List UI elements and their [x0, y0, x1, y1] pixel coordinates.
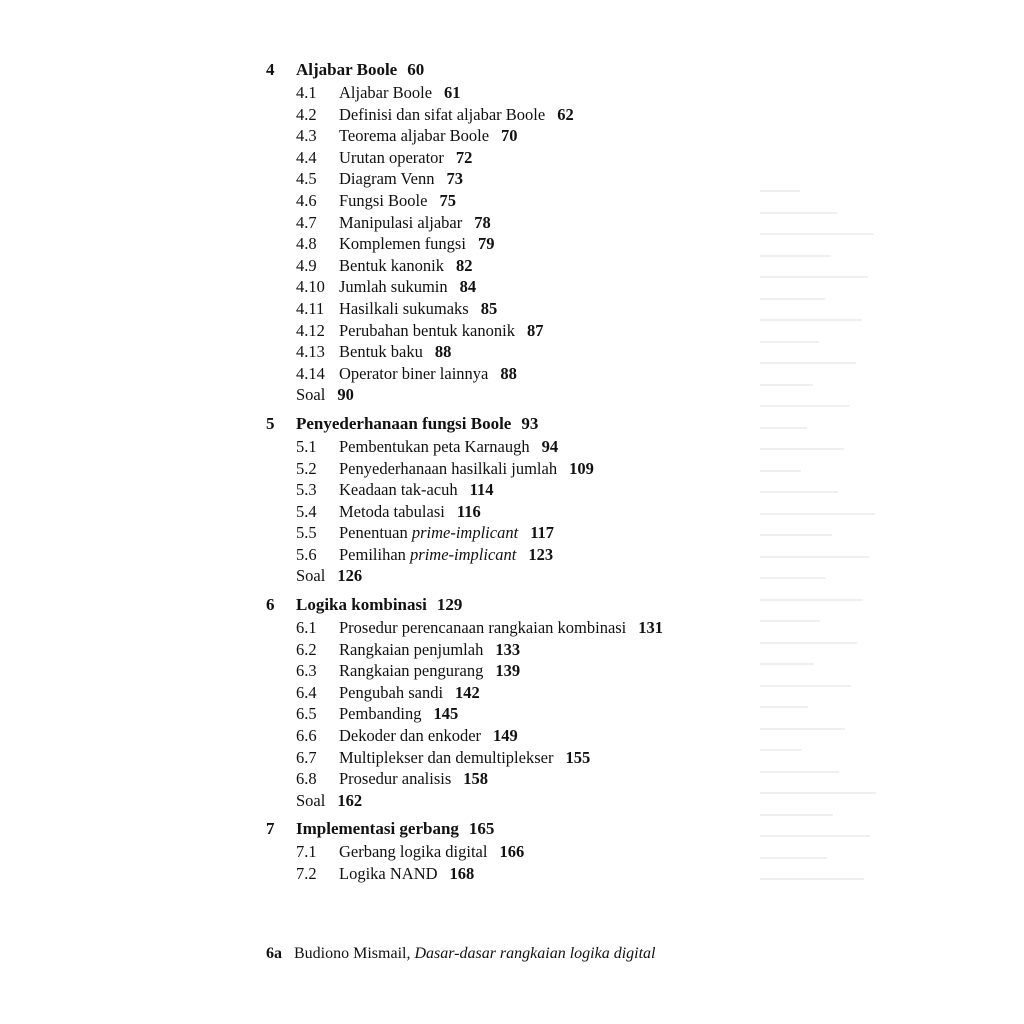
section-entry: [0, 863, 1024, 885]
footer-book-title: Dasar-dasar rangkaian logika digital: [414, 945, 656, 962]
chapter-heading: [0, 412, 1024, 436]
section-title: [339, 703, 458, 725]
soal-entry: [0, 790, 1024, 812]
section-entry: [0, 125, 1024, 147]
section-entry: [0, 276, 1024, 298]
section-title: [339, 725, 518, 747]
section-title: [339, 82, 461, 104]
section-title: [339, 436, 558, 458]
section-number: 4.11: [296, 298, 325, 318]
section-title-text: Manipulasi aljabar: [339, 212, 463, 232]
section-title: [339, 125, 518, 147]
section-title-text: Perubahan bentuk kanonik: [339, 320, 515, 340]
soal-label-group: [296, 565, 362, 587]
chapter-title: [296, 58, 424, 82]
section-entry: [0, 363, 1024, 385]
chapter-title-text: Aljabar Boole: [296, 60, 398, 79]
section-entry: [0, 298, 1024, 320]
section-title: [339, 320, 543, 342]
section-title-text: Prosedur perencanaan rangkaian kombinasi: [339, 618, 627, 638]
section-title-text: Urutan operator: [339, 147, 444, 167]
section-number: 6.6: [296, 726, 317, 746]
section-title: [339, 341, 451, 363]
table-of-contents: [0, 58, 1024, 885]
section-title-text: Metoda tabulasi: [339, 501, 445, 521]
section-entry: [0, 479, 1024, 501]
section-page-number: 88: [500, 363, 517, 383]
section-page-number: 78: [474, 212, 491, 232]
section-number: 6.3: [296, 661, 317, 681]
soal-label: Soal: [296, 790, 326, 810]
chapter-page-number: 129: [436, 595, 463, 615]
section-number: 4.13: [296, 342, 325, 362]
section-page-number: 145: [433, 704, 459, 724]
folio-number: 6a: [266, 945, 282, 962]
section-number: 4.7: [296, 212, 317, 232]
section-page-number: 133: [495, 639, 521, 659]
section-title: [339, 479, 493, 501]
section-title-text: Keadaan tak-acuh: [339, 480, 458, 500]
soal-label-group: [296, 790, 362, 812]
section-page-number: 123: [528, 544, 554, 564]
chapter-title: [296, 817, 494, 841]
section-title: [339, 276, 476, 298]
section-entry: [0, 660, 1024, 682]
chapter-number: 6: [266, 595, 275, 615]
section-entry: [0, 82, 1024, 104]
section-number: 4.5: [296, 169, 317, 189]
section-title-text: Dekoder dan enkoder: [339, 726, 482, 746]
footer-author: Budiono Mismail,: [294, 945, 411, 962]
section-entry: [0, 682, 1024, 704]
section-title-text: Logika NAND: [339, 864, 438, 883]
section-title-text: Gerbang logika digital: [339, 842, 488, 862]
section-title-text: Bentuk baku: [339, 342, 423, 362]
section-number: 4.14: [296, 363, 325, 383]
section-page-number: 131: [638, 618, 664, 638]
chapter-block: [0, 412, 1024, 587]
section-entry: [0, 168, 1024, 190]
section-title-text: Teorema aljabar Boole: [339, 126, 490, 146]
section-title: [339, 617, 663, 639]
section-number: 7.2: [296, 864, 317, 883]
section-number: 4.1: [296, 83, 317, 102]
section-title: [339, 544, 553, 566]
section-title-italic: prime-implicant: [410, 544, 517, 564]
section-page-number: 117: [530, 523, 555, 543]
chapter-title: [296, 593, 462, 617]
section-title-text: Aljabar Boole: [339, 83, 433, 102]
section-entry: [0, 458, 1024, 480]
section-title-text: Penentuan: [339, 523, 412, 543]
chapter-number: 5: [266, 413, 275, 433]
section-number: 5.3: [296, 480, 317, 500]
section-entry: [0, 617, 1024, 639]
section-number: 4.6: [296, 190, 317, 210]
chapter-number: 7: [266, 819, 275, 839]
soal-page-number: 162: [337, 790, 363, 810]
section-page-number: 158: [463, 769, 489, 789]
section-title-italic: prime-implicant: [411, 523, 519, 543]
chapter-block: [0, 58, 1024, 406]
section-number: 4.2: [296, 104, 317, 124]
chapter-heading: [0, 593, 1024, 617]
section-title-text: Diagram Venn: [339, 169, 435, 189]
section-page-number: 155: [565, 747, 591, 767]
section-page-number: 73: [446, 169, 463, 189]
section-title-text: Pemilihan: [339, 544, 411, 564]
section-number: 6.4: [296, 682, 317, 702]
section-number: 5.4: [296, 501, 317, 521]
section-number: 4.8: [296, 234, 317, 254]
section-title: [339, 747, 590, 769]
section-number: 4.3: [296, 126, 317, 146]
section-title-text: Komplemen fungsi: [339, 234, 466, 254]
section-title-text: Pengubah sandi: [339, 682, 444, 702]
section-entry: [0, 841, 1024, 863]
section-number: 5.6: [296, 544, 317, 564]
section-title: [339, 212, 491, 234]
section-entry: [0, 544, 1024, 566]
chapter-block: [0, 817, 1024, 884]
chapter-title-text: Logika kombinasi: [296, 595, 427, 615]
section-entry: [0, 768, 1024, 790]
chapter-number: 4: [266, 60, 275, 79]
section-number: 4.10: [296, 277, 325, 297]
chapter-title-text: Implementasi gerbang: [296, 819, 459, 839]
section-title-text: Prosedur analisis: [339, 769, 452, 789]
soal-page-number: 90: [337, 385, 354, 405]
chapter-title: [296, 412, 538, 436]
section-title-text: Definisi dan sifat aljabar Boole: [339, 104, 546, 124]
section-page-number: 70: [501, 126, 518, 146]
section-page-number: 166: [499, 842, 525, 862]
section-page-number: 62: [557, 104, 574, 124]
section-title: [339, 863, 474, 885]
chapter-heading: [0, 58, 1024, 82]
section-entry: [0, 341, 1024, 363]
section-title: [339, 147, 472, 169]
section-title: [339, 168, 463, 190]
section-title: [339, 298, 497, 320]
chapter-title-text: Penyederhanaan fungsi Boole: [296, 413, 512, 433]
section-title: [339, 363, 517, 385]
section-number: 4.12: [296, 320, 325, 340]
section-title: [339, 190, 456, 212]
section-title-text: Hasilkali sukumaks: [339, 298, 469, 318]
section-number: 7.1: [296, 842, 317, 862]
section-title: [339, 639, 520, 661]
section-title-text: Bentuk kanonik: [339, 255, 444, 275]
section-title-text: Rangkaian pengurang: [339, 661, 484, 681]
section-page-number: 85: [480, 298, 498, 318]
page-footer: [266, 945, 655, 963]
section-number: 5.5: [296, 523, 317, 543]
section-title-text: Multiplekser dan demultiplekser: [339, 747, 554, 767]
section-entry: [0, 436, 1024, 458]
section-page-number: 116: [456, 501, 481, 521]
section-page-number: 87: [526, 320, 544, 340]
section-entry: [0, 501, 1024, 523]
section-title: [339, 255, 472, 277]
section-page-number: 94: [541, 436, 559, 456]
section-entry: [0, 522, 1024, 544]
section-entry: [0, 212, 1024, 234]
section-entry: [0, 320, 1024, 342]
section-number: 6.8: [296, 769, 317, 789]
chapter-page-number: 93: [521, 413, 539, 433]
section-entry: [0, 147, 1024, 169]
section-page-number: 114: [469, 480, 494, 500]
section-title-text: Pembanding: [339, 704, 422, 724]
soal-label: Soal: [296, 566, 326, 586]
section-number: 4.9: [296, 255, 317, 275]
section-title-text: Rangkaian penjumlah: [339, 639, 484, 659]
chapter-heading: [0, 817, 1024, 841]
section-page-number: 88: [434, 342, 452, 362]
chapter-block: [0, 593, 1024, 811]
section-title: [339, 682, 480, 704]
section-title: [339, 501, 481, 523]
chapter-page-number: 165: [468, 819, 495, 839]
section-page-number: 72: [455, 147, 473, 167]
section-title: [339, 660, 520, 682]
section-title-text: Fungsi Boole: [339, 190, 428, 210]
section-title: [339, 233, 494, 255]
section-page-number: 82: [455, 255, 473, 275]
section-entry: [0, 190, 1024, 212]
section-page-number: 75: [439, 190, 456, 210]
section-entry: [0, 747, 1024, 769]
section-number: 5.1: [296, 436, 317, 456]
section-page-number: 109: [569, 458, 594, 478]
section-entry: [0, 703, 1024, 725]
section-title: [339, 841, 524, 863]
soal-entry: [0, 565, 1024, 587]
section-number: 4.4: [296, 147, 317, 167]
section-number: 6.5: [296, 704, 317, 724]
section-page-number: 142: [455, 682, 480, 702]
section-number: 6.2: [296, 639, 317, 659]
section-page-number: 139: [495, 661, 521, 681]
soal-page-number: 126: [337, 566, 363, 586]
section-page-number: 149: [493, 726, 518, 746]
section-page-number: 168: [449, 864, 475, 883]
section-entry: [0, 255, 1024, 277]
chapter-page-number: 60: [407, 60, 425, 79]
section-title-text: Operator biner lainnya: [339, 363, 489, 383]
section-page-number: 61: [444, 83, 461, 102]
section-entry: [0, 725, 1024, 747]
section-title-text: Pembentukan peta Karnaugh: [339, 436, 530, 456]
soal-label-group: [296, 384, 354, 406]
section-entry: [0, 104, 1024, 126]
section-title: [339, 768, 488, 790]
section-title-text: Jumlah sukumin: [339, 277, 448, 297]
section-title: [339, 458, 594, 480]
section-page-number: 79: [477, 234, 495, 254]
section-page-number: 84: [459, 277, 477, 297]
soal-entry: [0, 384, 1024, 406]
section-title: [339, 104, 574, 126]
section-entry: [0, 639, 1024, 661]
section-number: 6.7: [296, 747, 317, 767]
soal-label: Soal: [296, 385, 326, 405]
section-title: [339, 522, 554, 544]
section-title-text: Penyederhanaan hasilkali jumlah: [339, 458, 558, 478]
section-entry: [0, 233, 1024, 255]
section-number: 5.2: [296, 458, 317, 478]
section-number: 6.1: [296, 618, 317, 638]
